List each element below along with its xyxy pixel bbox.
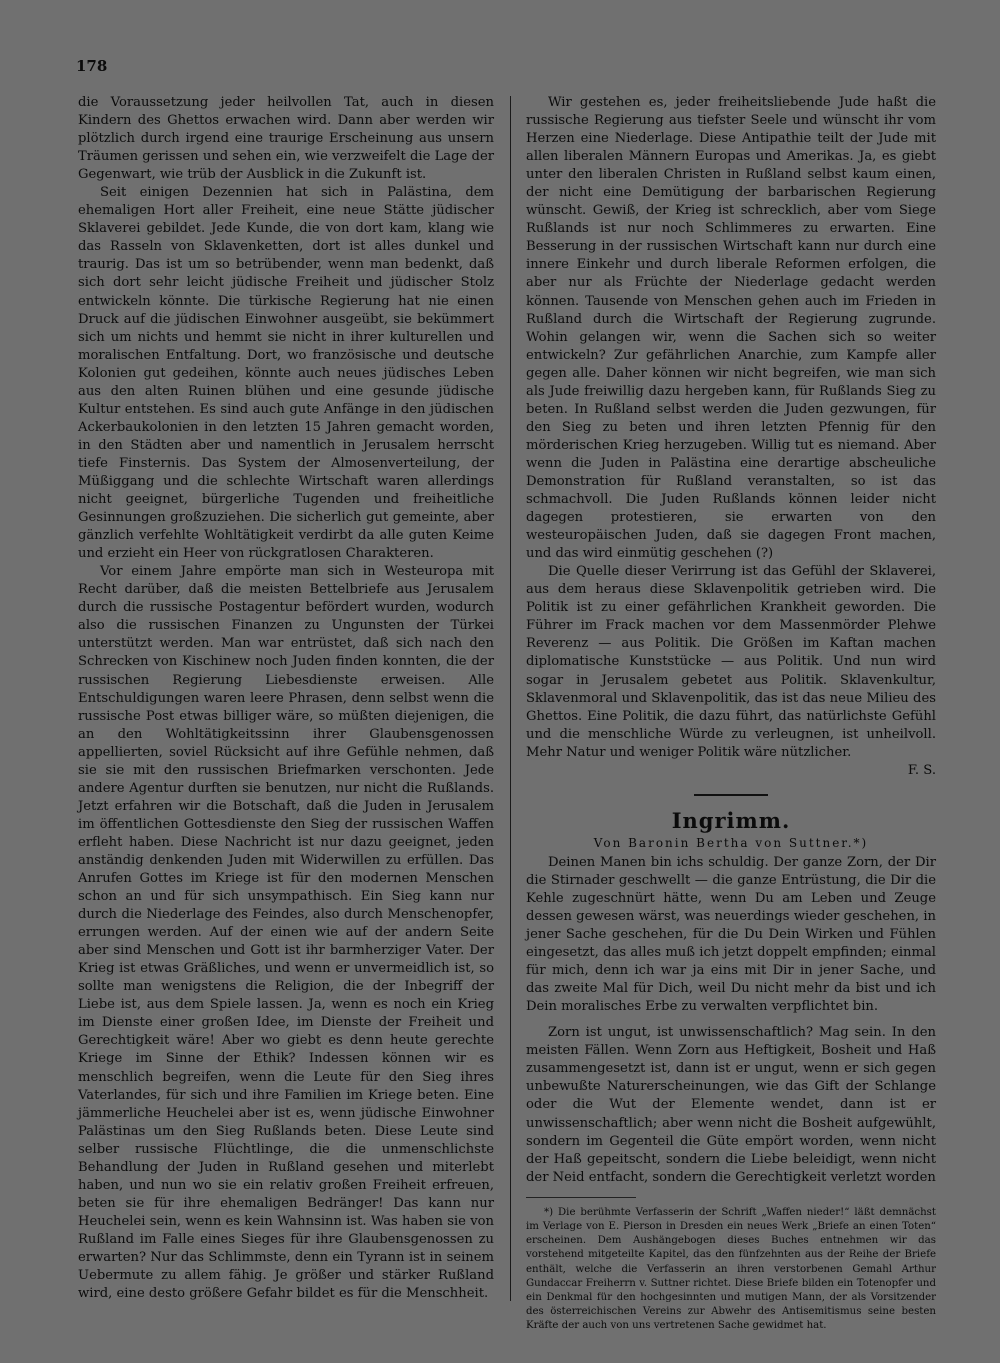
- signature: F. S.: [907, 762, 936, 778]
- footnote-text: *) Die berühmte Verfasserin der Schrift „Waffen nieder!“ läßt demnächst im Verlage von E. Pierson in Dresden ein neues Werk „Briefe an einen Toten“ erscheinen. Dem Aushängebogen dieses Buches entnehmen wir das vorstehend mitgeteilte Kapitel, das den fünfzehnten aus der Reihe der Briefe enthält, welche die Verfasserin an ihren verstorbenen Gemahl Arthur Gundaccar Freiherrn v. Suttner richtet. Diese Briefe bilden ein Totenopfer und ein Denkmal für den hochgesinnten und mutigen Mann, der als Vorsitzender des österreichischen Vereins zur Abwehr des Antisemitismus seine besten Kräfte der auch von uns vertretenen Sache gewidmet hat.: [526, 1206, 936, 1332]
- paragraph: Zorn ist ungut, ist unwissenschaftlich? Mag sein. In den meisten Fällen. Wenn Zorn aus Heftigkeit, Bosheit und Haß zusammengesetzt ist, dann ist er ungut, wenn er sich gegen unbewußte Naturerscheinungen, wie das Gift der Schlange oder die Wut der Elemente wendet, dann ist er unwissenschaftlich; aber wenn nicht die Bosheit aufgewühlt, sondern im Gegenteil die Güte empört worden, wenn nicht der Haß gepeitscht, sondern die Liebe beleidigt, wenn nicht der Neid entfacht, sondern die Gerechtigkeit verletzt worden: [526, 1025, 936, 1185]
- article-byline: Von Baronin Bertha von Suttner.*): [593, 835, 869, 850]
- paragraph: Deinen Manen bin ichs schuldig. Der ganze Zorn, der Dir die Stirnader geschwellt — die ganze Entrüstung, die Dir die Kehle zugeschnürt hätte, wenn Du am Leben und Zeuge dessen gewesen wärst, was neuerdings wieder geschehen, in jener Sache geschehen, für die Du Dein Wirken und Fühlen eingesetzt, das alles muß ich jetzt doppelt empfinden; einmal für mich, denn ich war ja eins mit Dir in jener Sache, und das zweite Mal für Dich, weil Du nicht mehr da bist und ich Dein moralisches Erbe zu verwalten verpflichtet bin.: [526, 854, 936, 1015]
- footnote: [526, 1206, 936, 1334]
- paragraph: Wir gestehen es, jeder freiheitsliebende Jude haßt die russische Regierung aus tiefster Seele und wünscht ihr vom Herzen eine Niederlage. Diese Antipathie teilt der Jude mit allen liberalen Männern Europas und Amerikas. Ja, es giebt unter den liberalen Christen in Rußland selbst kaum einen, der nicht eine Demütigung der barbarischen Regierung wünscht. Gewiß, der Krieg ist schrecklich, aber vom Siege Rußlands ist nur noch Schlimmeres zu erwarten. Eine Besserung in der russischen Wirtschaft kann nur durch eine innere Einkehr und durch liberale Reformen erfolgen, die aber nur als Früchte der Niederlage gedacht werden können. Tausende von Menschen gehen auch im Frieden in Rußland durch die Wirtschaft der Regierung zugrunde. Wohin gelangen wir, wenn die Sachen sich so weiter entwickeln? Zur gefährlichen Anarchie, zum Kampfe aller gegen alle. Daher können wir nicht begreifen, wie man sich als Jude freiwillig dazu hergeben kann, für Rußlands Sieg zu beten. In Rußland selbst werden die Juden gezwungen, für den Sieg zu beten und ihren letzten Pfennig für den mörderischen Krieg herzugeben. Willig tut es niemand. Aber wenn die Juden in Palästina eine derartige abscheuliche Demonstration für Rußland veranstalten, so ist das schmachvoll. Die Juden Rußlands können leider nicht dagegen protestieren, sie erwarten von den westeuropäischen Juden, daß sie dagegen Front machen, und das wird einmütig geschehen (?): [526, 95, 936, 562]
- right-column: [526, 94, 936, 1334]
- left-column: [78, 94, 494, 1303]
- footnote-divider: [526, 1197, 636, 1198]
- article-title: Ingrimm.: [671, 807, 791, 833]
- section-divider: [694, 794, 768, 796]
- page-number: 178: [76, 57, 108, 75]
- paragraph: Vor einem Jahre empörte man sich in Westeuropa mit Recht darüber, daß die meisten Bettelbriefe aus Jerusalem durch die russische Postagentur befördert wurden, wodurch also die russischen Finanzen zu Ungunsten der Türkei unterstützt werden. Man war entrüstet, daß sich nach den Schrecken von Kischinew noch Juden finden konnten, die der russischen Regierung Liebesdienste erweisen. Alle Entschuldigungen waren leere Phrasen, denn selbst wenn die russische Post etwas billiger wäre, so müßten diejenigen, die an den Wohltätigkeitssinn ihrer Glaubensgenossen appellierten, soviel Rücksicht auf ihre Gefühle nehmen, daß sie sie mit den russischen Briefmarken verschonten. Jede andere Agentur durften sie benutzen, nur nicht die Rußlands. Jetzt erfahren wir die Botschaft, daß die Juden in Jerusalem im öffentlichen Gottesdienste den Sieg der russischen Waffen erfleht haben. Diese Nachricht ist nur dazu geeignet, jeden anständig denkenden Juden mit Widerwillen zu erfüllen. Das Anrufen Gottes im Kriege ist für den modernen Menschen schon an und für sich unsympathisch. Ein Sieg kann nur durch die Niederlage des Feindes, also durch Menschenopfer, errungen werden. Auf der einen wie auf der andern Seite aber sind Menschen und Gott ist ihr barmherziger Vater. Der Krieg ist etwas Gräßliches, und wenn er unvermeidlich ist, so sollte man wenigstens die Religion, die der Inbegriff der Liebe ist, aus dem Spiele lassen. Ja, wenn es noch ein Krieg im Dienste einer großen Idee, im Dienste der Freiheit und Gerechtigkeit wäre! Aber wo giebt es denn heute gerechte Kriege im Sinne der Ethik? Indessen können wir es menschlich begreifen, wenn die Leute für den Sieg ihres Vaterlandes, für sich und ihre Familien im Kriege beten. Eine jämmerliche Heuchelei aber ist es, wenn jüdische Einwohner Palästinas um den Sieg Rußlands beten. Diese Leute sind selber russische Flüchtlinge, die die unmenschlichste Behandlung der Juden in Rußland gesehen und miterlebt haben, und nun wo sie ein relativ großen Freiheit erfreuen, beten sie für ihre ehemaligen Bedränger! Das kann nur Heuchelei sein, wenn es kein Wahnsinn ist. Was haben sie von Rußland im Falle eines Sieges für ihre Glaubensgenossen zu erwarten? Nur das Schlimmste, denn ein Tyrann ist in seinem Uebermute zu allem fähig. Je größer und stärker Rußland wird, eine desto größere Gefahr bildet es für die Menschheit.: [78, 564, 494, 1302]
- paragraph: Die Quelle dieser Verirrung ist das Gefühl der Sklaverei, aus dem heraus diese Sklavenpolitik getrieben wird. Die Politik ist zu einer gefährlichen Krankheit geworden. Die Führer im Frack machen vor dem Massenmörder Plehwe Reverenz — aus Politik. Die Größen im Kaftan machen diplomatische Kunststücke — aus Politik. Und nun wird sogar in Jerusalem gebetet aus Politik. Sklavenkultur, Sklavenmoral und Sklavenpolitik, das ist das neue Milieu des Ghettos. Eine Politik, die dazu führt, das natürlichste Gefühl und die menschliche Würde zu verleugnen, ist unheilvoll. Mehr Natur und weniger Politik wäre nützlicher.: [526, 564, 936, 760]
- column-divider: [510, 96, 511, 1301]
- paragraph: Seit einigen Dezennien hat sich in Palästina, dem ehemaligen Hort aller Freiheit, eine neue Stätte jüdischer Sklaverei gebildet. Jede Kunde, die von dort kam, klang wie das Rasseln von Sklavenketten, dort ist alles dunkel und traurig. Das ist um so betrübender, wenn man bedenkt, daß sich dort sehr leicht jüdische Freiheit und jüdischer Stolz entwickeln könnte. Die türkische Regierung hat nie einen Druck auf die jüdischen Einwohner ausgeübt, sie bekümmert sich um nichts und hemmt sie nicht in ihrer kulturellen und moralischen Entfaltung. Dort, wo französische und deutsche Kolonien gut gedeihen, könnte auch neues jüdisches Leben aus den alten Ruinen blühen und eine gesunde jüdische Kultur entstehen. Es sind auch gute Anfänge in den jüdischen Ackerbaukolonien in den letzten 15 Jahren gemacht worden, in den Städten aber und namentlich in Jerusalem herrscht tiefe Finsternis. Das System der Almosenverteilung, der Müßiggang und die schlechte Wirtschaft waren allerdings nicht geeignet, bürgerliche Tugenden und freiheitliche Gesinnungen großzuziehen. Die sicherlich gut gemeinte, aber gänzlich verfehlte Wohltätigkeit verdirbt da alle guten Keime und erzieht ein Heer von rückgratlosen Charakteren.: [78, 185, 494, 562]
- paragraph: die Voraussetzung jeder heilvollen Tat, auch in diesen Kindern des Ghettos erwachen wird. Dann aber werden wir plötzlich durch irgend eine traurige Erscheinung aus unsern Träumen gerissen und sehen ein, wie verzweifelt die Lage der Gegenwart, wie trüb der Ausblick in die Zukunft ist.: [78, 95, 494, 183]
